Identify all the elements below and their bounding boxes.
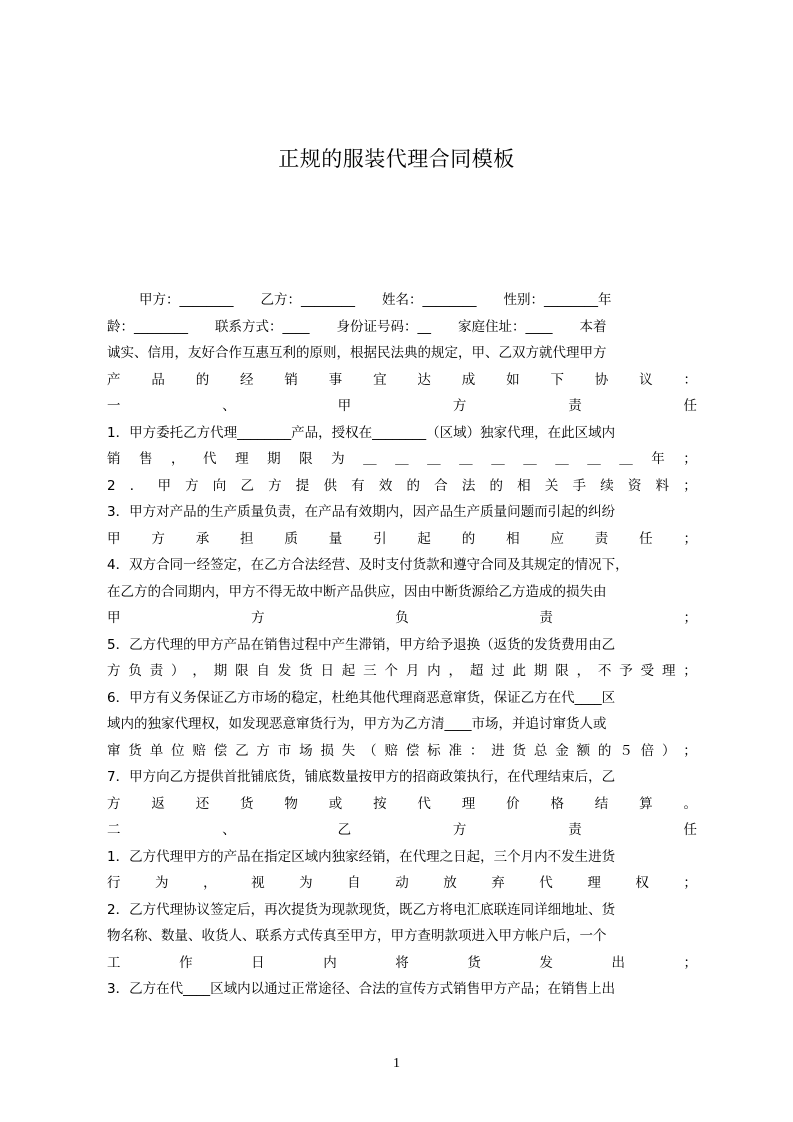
contract-line: 龄：________ 联系方式：____ 身份证号码：__ 家庭住址：____ 本着 xyxy=(107,318,607,335)
page-number: 1 xyxy=(393,1056,400,1071)
contract-line: 2 ． 甲 方 向 乙 方 提 供 有 效 的 合 法 的 相 关 手 续 资 料 ； xyxy=(107,477,697,494)
contract-line: 6．甲方有义务保证乙方市场的稳定，杜绝其他代理商恶意窜货，保证乙方在代____区 xyxy=(107,689,616,706)
contract-line: 1．乙方代理甲方的产品在指定区域内独家经销，在代理之日起，三个月内不发生进货 xyxy=(107,848,616,865)
contract-line: 甲方：________ 乙方：________ 姓名：________ 性别：________年 xyxy=(139,292,612,308)
contract-line: 甲 方 承 担 质 量 引 起 的 相 应 责 任 ； xyxy=(107,530,697,547)
contract-line: 销 售 ， 代 理 期 限 为 ＿ ＿ ＿ ＿ ＿ ＿ ＿ ＿ ＿ 年 ； xyxy=(107,451,697,467)
contract-line: 7．甲方向乙方提供首批铺底货，铺底数量按甲方的招商政策执行，在代理结束后，乙 xyxy=(107,769,616,785)
contract-line: 3．乙方在代____区域内以通过正常途径、合法的宣传方式销售甲方产品；在销售上出 xyxy=(107,981,616,997)
contract-line: 2．乙方代理协议签定后，再次提货为现款现货，既乙方将电汇底联连同详细地址、货 xyxy=(107,901,616,918)
contract-line: 5．乙方代理的甲方产品在销售过程中产生滞销，甲方给予退换（返货的发货费用由乙 xyxy=(107,636,616,653)
contract-line: 方 负 责 ） ， 期 限 自 发 货 日 起 三 个 月 内 ， 超 过 此 期 限 ， 不 予 受 理 ； xyxy=(107,663,697,679)
contract-line: 工 作 日 内 将 货 发 出 ； xyxy=(107,954,697,971)
contract-line: 产 品 的 经 销 事 宜 达 成 如 下 协 议 ： xyxy=(107,371,697,388)
document-title: 正规的服装代理合同模板 xyxy=(278,147,515,171)
contract-line: 诚实、信用，友好合作互惠互利的原则，根据民法典的规定，甲、乙双方就代理甲方 xyxy=(107,345,607,361)
contract-line: 一 、 甲 方 责 任 xyxy=(107,398,697,414)
contract-body xyxy=(107,287,697,1003)
contract-line: 在乙方的合同期内，甲方不得无故中断产品供应，因由中断货源给乙方造成的损失由 xyxy=(107,583,607,600)
contract-line: 方 返 还 货 物 或 按 代 理 价 格 结 算 。 xyxy=(107,795,697,812)
contract-line: 物名称、数量、收货人、联系方式传真至甲方，甲方查明款项进入甲方帐户后，一个 xyxy=(107,928,607,944)
contract-line: 1．甲方委托乙方代理________产品，授权在________（区域）独家代理，在此区域内 xyxy=(107,424,616,441)
contract-line: 甲 方 负 责 ； xyxy=(107,610,697,626)
contract-line: 3．甲方对产品的生产质量负责，在产品有效期内，因产品生产质量问题而引起的纠纷 xyxy=(107,504,616,520)
contract-line: 行 为 ， 视 为 自 动 放 弃 代 理 权 ； xyxy=(107,875,697,891)
contract-line: 域内的独家代理权，如发现恶意窜货行为，甲方为乙方清____市场，并追讨窜货人或 xyxy=(107,716,607,732)
contract-line: 二 、 乙 方 责 任 xyxy=(107,822,697,838)
contract-line: 窜 货 单 位 赔 偿 乙 方 市 场 损 失 （ 赔 偿 标 准 ： 进 货 总 金 额 的 ５ 倍 ） ； xyxy=(107,742,697,759)
contract-line: 4．双方合同一经签定，在乙方合法经营、及时支付货款和遵守合同及其规定的情况下， xyxy=(107,557,629,573)
